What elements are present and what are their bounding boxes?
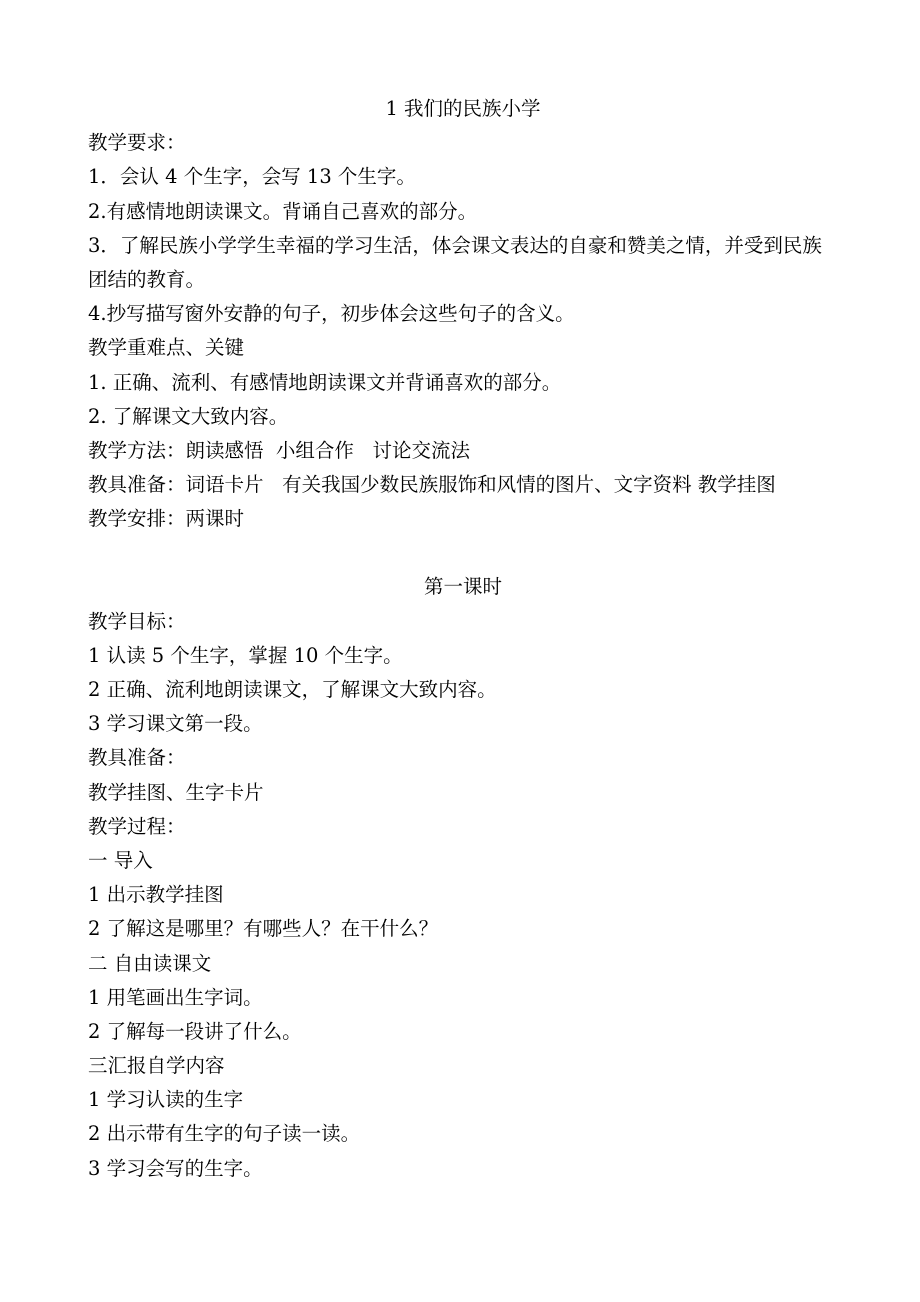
process-item: 1 学习认读的生字 [88,1088,244,1112]
goals-heading: 教学目标： [88,609,186,633]
process-heading: 教学过程： [88,814,186,838]
lesson-title: 1 我们的民族小学 [385,97,541,120]
process-item: 2 了解每一段讲了什么。 [88,1019,302,1043]
teaching-method: 教学方法：朗读感悟 小组合作 讨论交流法 [88,438,470,462]
process-item: 3 学习会写的生字。 [88,1156,263,1180]
first-lesson-title: 第一课时 [423,575,502,599]
prep-heading: 教具准备： [88,746,186,770]
requirements-heading: 教学要求： [88,131,186,155]
prep-content: 教学挂图、生字卡片 [88,780,264,804]
teaching-tools: 教具准备：词语卡片 有关我国少数民族服饰和风情的图片、文字资料 教学挂图 [88,473,776,497]
process-item: 三汇报自学内容 [88,1054,225,1078]
key-points-heading: 教学重难点、关键 [88,336,245,360]
key-point-item-2: 2. 了解课文大致内容。 [88,404,289,428]
requirement-item-3: 3．了解民族小学学生幸福的学习生活，体会课文表达的自豪和赞美之情，并受到民族团结的教育。 [88,233,822,291]
process-item: 2 出示带有生字的句子读一读。 [88,1122,361,1146]
process-item: 二 自由读课文 [88,951,212,975]
lesson-plan-document [88,92,838,1186]
process-item: 1 用笔画出生字词。 [88,985,263,1009]
goal-item-1: 1 认读 5 个生字，掌握 10 个生字。 [88,643,403,667]
process-item: 2 了解这是哪里？有哪些人？在干什么？ [88,917,439,941]
goal-item-2: 2 正确、流利地朗读课文，了解课文大致内容。 [88,678,497,702]
process-item: 1 出示教学挂图 [88,883,224,907]
requirement-item-1: 1．会认 4 个生字，会写 13 个生字。 [88,165,416,189]
key-point-item-1: 1. 正确、流利、有感情地朗读课文并背诵喜欢的部分。 [88,370,562,394]
requirement-item-2: 2.有感情地朗读课文。背诵自己喜欢的部分。 [88,199,478,223]
process-item: 一 导入 [88,848,153,872]
section-spacer [88,536,838,570]
goal-item-3: 3 学习课文第一段。 [88,712,263,736]
teaching-schedule: 教学安排：两课时 [88,507,245,531]
requirement-item-4: 4.抄写描写窗外安静的句子，初步体会这些句子的含义。 [88,302,575,326]
